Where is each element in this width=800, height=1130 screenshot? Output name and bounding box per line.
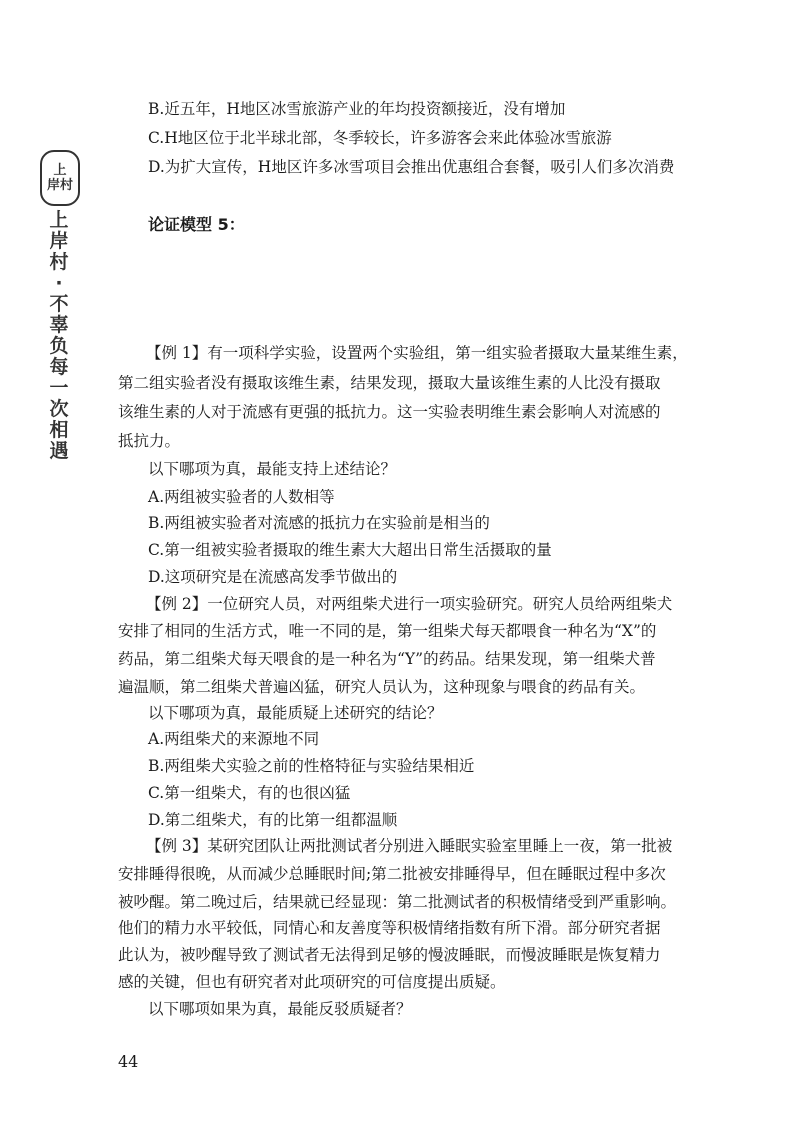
ex2-option-b: B.两组柴犬实验之前的性格特征与实验结果相近	[148, 757, 475, 775]
ex3-line-3: 被吵醒。第二晚过后，结果就已经显现：第二批测试者的积极情绪受到严重影响。	[118, 893, 677, 911]
ex3-line-1: 【例 3】某研究团队让两批测试者分别进入睡眠实验室里睡上一夜，第一批被	[146, 837, 673, 855]
ex1-option-b: B.两组被实验者对流感的抵抗力在实验前是相当的	[148, 514, 490, 532]
ex2-line-3: 药品，第二组柴犬每天喂食的是一种名为“Y”的药品。结果发现，第一组柴犬普	[118, 650, 656, 668]
ex1-line-2: 第二组实验者没有摄取该维生素，结果发现，摄取大量该维生素的人比没有摄取	[118, 374, 661, 392]
ex1-question: 以下哪项为真，最能支持上述结论？	[148, 460, 397, 478]
ex2-option-d: D.第二组柴犬，有的比第一组都温顺	[148, 811, 398, 829]
ex2-option-c: C.第一组柴犬，有的也很凶猛	[148, 784, 351, 802]
ex1-option-d: D.这项研究是在流感高发季节做出的	[148, 568, 398, 586]
ex1-option-a: A.两组被实验者的人数相等	[148, 488, 335, 506]
ex1-line-3: 该维生素的人对于流感有更强的抵抗力。这一实验表明维生素会影响人对流感的	[118, 403, 661, 421]
prev-option-b: B.近五年，H地区冰雪旅游产业的年均投资额接近，没有增加	[148, 100, 566, 118]
ex3-line-4: 他们的精力水平较低，同情心和友善度等积极情绪指数有所下滑。部分研究者据	[118, 919, 661, 937]
ex2-option-a: A.两组柴犬的来源地不同	[148, 730, 320, 748]
ex1-line-4: 抵抗力。	[118, 432, 181, 450]
seal-char-1: 上	[53, 163, 67, 178]
page-number: 44	[118, 1052, 139, 1071]
ex3-line-2: 安排睡得很晚，从而减少总睡眠时间;第二批被安排睡得早，但在睡眠过程中多次	[118, 865, 666, 883]
brand-seal-logo	[40, 150, 80, 206]
ex3-line-5: 此认为，被吵醒导致了测试者无法得到足够的慢波睡眠，而慢波睡眠是恢复精力	[118, 946, 661, 964]
ex2-question: 以下哪项为真，最能质疑上述研究的结论？	[148, 704, 443, 722]
ex3-line-6: 感的关键，但也有研究者对此项研究的可信度提出质疑。	[118, 973, 506, 991]
seal-char-2: 岸村	[46, 178, 73, 193]
prev-option-d: D.为扩大宣传，H地区许多冰雪项目会推出优惠组合套餐，吸引人们多次消费	[148, 158, 675, 176]
ex1-option-c: C.第一组被实验者摄取的维生素大大超出日常生活摄取的量	[148, 541, 552, 559]
ex1-line-1: 【例 1】有一项科学实验，设置两个实验组，第一组实验者摄取大量某维生素，	[146, 344, 688, 362]
ex2-line-2: 安排了相同的生活方式，唯一不同的是，第一组柴犬每天都喂食一种名为“X”的	[118, 622, 657, 640]
section-title: 论证模型 5：	[148, 215, 245, 234]
prev-option-c: C.H地区位于北半球北部，冬季较长，许多游客会来此体验冰雪旅游	[148, 129, 612, 147]
brand-slogan: 上岸村·不辜负每一次相遇	[49, 209, 69, 462]
ex3-question: 以下哪项如果为真，最能反驳质疑者？	[148, 1000, 412, 1018]
ex2-line-4: 遍温顺，第二组柴犬普遍凶猛，研究人员认为，这种现象与喂食的药品有关。	[118, 678, 646, 696]
ex2-line-1: 【例 2】一位研究人员，对两组柴犬进行一项实验研究。研究人员给两组柴犬	[146, 595, 673, 613]
